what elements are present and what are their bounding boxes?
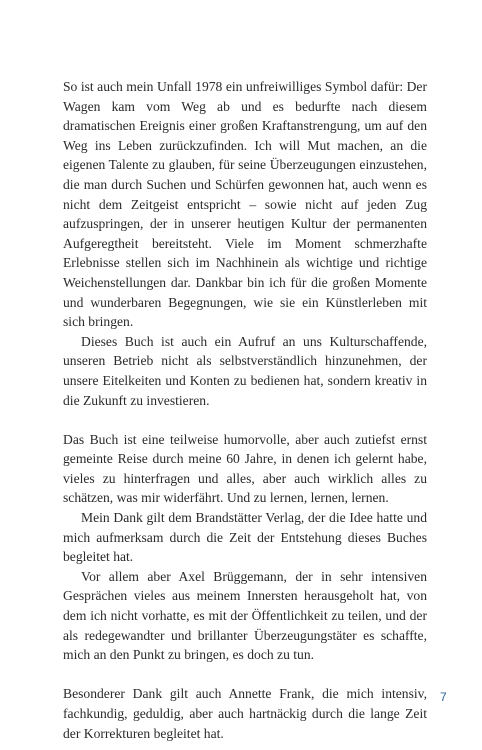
paragraph-dank-brueggemann: Vor allem aber Axel Brüggemann, der in sehr intensiven Gesprächen vieles aus meinem Innersten herausgeholt hat, von dem ich nicht vorhatte, es mit der Öffentlichkeit zu teilen, und der als redegewandter und brillanter Überzeugungstäter es schaffte, mich an den Punkt zu bringen, es doch zu tun. — [63, 568, 427, 663]
page-body — [63, 77, 427, 743]
page-number: 7 — [440, 690, 447, 704]
paragraph-dank-frank: Besonderer Dank gilt auch Annette Frank, die mich intensiv, fachkundig, geduldig, aber auch hartnäckig durch die lange Zeit der Korrekturen begleitet hat. — [63, 686, 427, 741]
paragraph-reise: Das Buch ist eine teilweise humorvolle, aber auch zutiefst ernst gemeinte Reise durch meine 60 Jahre, in denen ich gelernt habe, vieles zu hinterfragen und alles, aber auch wirklich alles zu schätzen, was mir widerfährt. Und zu lernen, lernen, lernen. — [63, 431, 427, 506]
paragraph-dank-verlag: Mein Dank gilt dem Brandstätter Verlag, der die Idee hatte und mich aufmerksam durch die Zeit der Entstehung dieses Buches begleitet hat. — [63, 510, 427, 565]
paragraph-aufruf: Dieses Buch ist auch ein Aufruf an uns Kulturschaffende, unseren Betrieb nicht als selbstverständlich hinzunehmen, der unsere Eitelkeiten und Konten zu bedienen hat, sondern kreativ in die Zukunft zu investieren. — [63, 333, 427, 408]
paragraph-unfall: So ist auch mein Unfall 1978 ein unfreiwilliges Symbol dafür: Der Wagen kam vom Weg ab und es bedurfte nach diesem dramatischen Ereignis einer großen Kraftanstrengung, um auf den Weg ins Leben zurückzufinden. Ich will Mut machen, an die eigenen Talente zu glauben, für seine Überzeugungen einzustehen, die man durch Suchen und Schürfen gewonnen hat, auch wenn es nicht dem Zeitgeist entspricht – sowie nicht auf jeden Zug aufzuspringen, der in unserer heutigen Kultur der permanenten Aufgeregtheit bereitsteht. Viele im Moment schmerzhafte Erlebnisse stellen sich im Nachhinein als wichtige und richtige Weichenstellungen dar. Dankbar bin ich für die großen Momente und wunderbaren Begegnungen, wie sie ein Künstlerleben mit sich bringen. — [63, 79, 427, 330]
